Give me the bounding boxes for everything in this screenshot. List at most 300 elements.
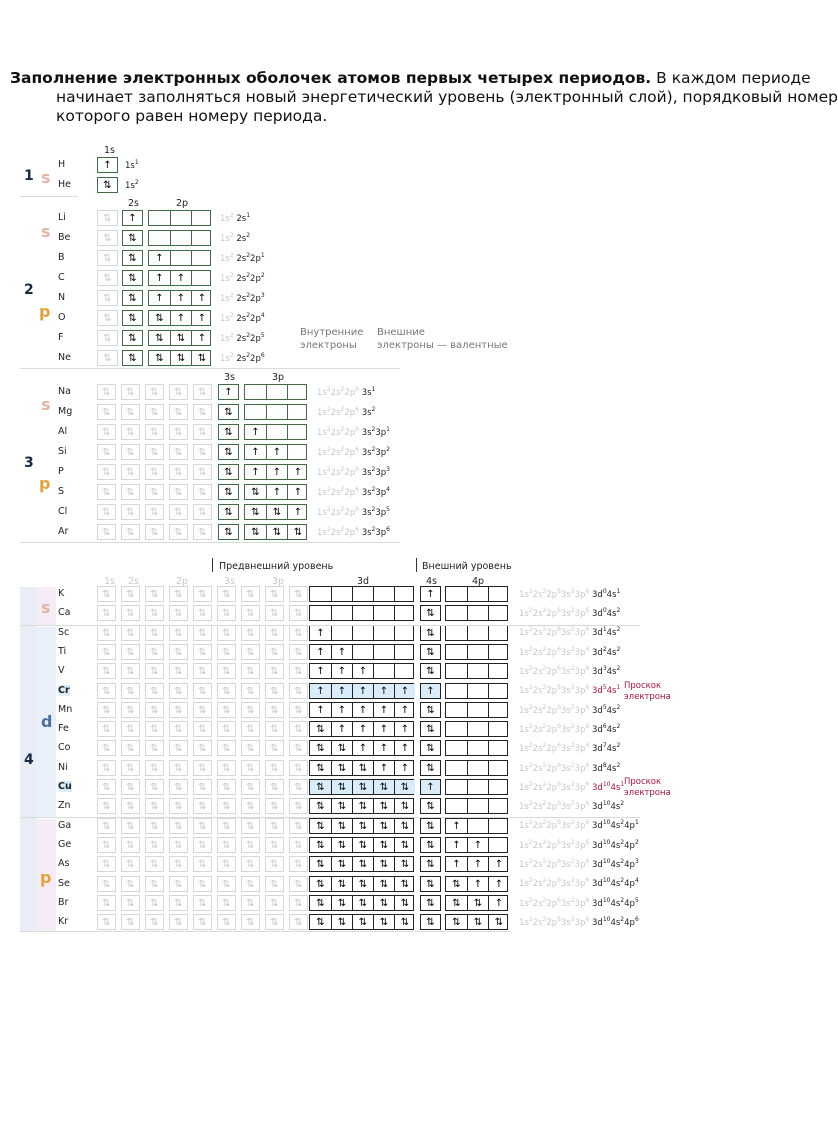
inner-orbital: ⇅ <box>193 856 212 872</box>
orbital-4p <box>445 856 508 872</box>
inner-orbital-1s: ⇅ <box>97 310 118 326</box>
orbital-cell <box>467 606 488 620</box>
orbital-2s: ⇅ <box>122 330 143 346</box>
orbital-cell <box>287 445 308 459</box>
config-Zn: $1s^22s^22p^63s^23p^6$ $3d^{10}4s^2$ <box>519 800 625 813</box>
orbital-2p <box>148 310 211 326</box>
inner-orbital: ⇅ <box>241 644 260 660</box>
inner-orbital: ⇅ <box>193 524 212 540</box>
orbital-cell <box>245 385 266 399</box>
orbital-1s: ↑ <box>97 157 118 173</box>
config-Ga: $1s^22s^22p^63s^23p^6$ $3d^{10}4s^24p^1$ <box>519 819 639 832</box>
orbital-cell: ⇅ <box>352 780 373 794</box>
orbital-cell <box>446 626 467 640</box>
block-p-label: p <box>39 302 51 321</box>
inner-orbital: ⇅ <box>241 856 260 872</box>
orbital-cell: ↑ <box>467 857 488 871</box>
orbital-4p <box>445 683 508 699</box>
inner-orbital: ⇅ <box>265 683 284 699</box>
element-Co: Co <box>58 742 71 754</box>
element-Mn: Mn <box>58 703 73 715</box>
inner-orbital: ⇅ <box>193 760 212 776</box>
orbital-4p <box>445 895 508 911</box>
orbital-cell <box>352 645 373 659</box>
orbital-4s: ⇅ <box>420 798 441 814</box>
inner-orbital: ⇅ <box>265 605 284 621</box>
orbital-2p <box>148 270 211 286</box>
config-F: $1s^2$ $2s^22p^5$ <box>220 332 265 344</box>
inner-orbital: ⇅ <box>145 895 164 911</box>
element-Na: Na <box>58 386 71 397</box>
orbital-cell <box>352 606 373 620</box>
orbital-cell: ⇅ <box>373 877 394 891</box>
orbital-4p <box>445 644 508 660</box>
orbital-4p <box>445 721 508 737</box>
inner-orbital: ⇅ <box>169 798 188 814</box>
orbital-cell: ↑ <box>394 703 415 717</box>
orbital-cell <box>266 405 287 419</box>
orbital-4p <box>445 837 508 853</box>
orbital-3d <box>309 644 414 660</box>
orbital-cell: ↑ <box>287 505 308 519</box>
inner-orbital: ⇅ <box>193 779 212 795</box>
config-Li: $1s^2$ $2s^1$ <box>220 212 251 224</box>
header-pre-outer: Предвнешний уровень <box>219 561 334 572</box>
inner-orbital: ⇅ <box>265 644 284 660</box>
orbital-cell: ⇅ <box>394 799 415 813</box>
orbital-cell: ⇅ <box>155 333 164 344</box>
inner-orbital: ⇅ <box>217 644 236 660</box>
orbital-cell: ⇅ <box>467 915 488 929</box>
element-F: F <box>58 332 64 343</box>
orbital-cell: ⇅ <box>331 838 352 852</box>
inner-orbital: ⇅ <box>265 760 284 776</box>
inner-orbital: ⇅ <box>193 586 212 602</box>
orbital-cell: ⇅ <box>452 917 461 929</box>
separator <box>20 817 640 818</box>
element-Cu: Cu <box>58 781 72 792</box>
inner-orbital: ⇅ <box>193 914 212 930</box>
inner-orbital: ⇅ <box>97 484 116 500</box>
orbital-cell: ⇅ <box>452 897 461 909</box>
orbital-cell: ⇅ <box>331 915 352 929</box>
config-Ni: $1s^22s^22p^63s^23p^6$ $3d^84s^2$ <box>519 761 621 774</box>
config-S: $1s^22s^22p^6$ $3s^23p^4$ <box>317 486 390 498</box>
orbital-cell: ⇅ <box>394 819 415 833</box>
orbital-cell: ↑ <box>394 684 415 698</box>
orbital-cell <box>488 606 509 620</box>
separator <box>20 368 400 369</box>
inner-orbital: ⇅ <box>145 504 164 520</box>
inner-orbital: ⇅ <box>169 424 188 440</box>
orbital-2p <box>148 210 211 226</box>
orbital-cell: ⇅ <box>331 877 352 891</box>
inner-orbital: ⇅ <box>241 895 260 911</box>
orbital-3s: ⇅ <box>218 404 239 420</box>
inner-orbital: ⇅ <box>193 504 212 520</box>
orbital-cell: ⇅ <box>331 761 352 775</box>
orbital-cell <box>446 780 467 794</box>
period-number-1: 1 <box>24 168 34 184</box>
orbital-cell: ⇅ <box>331 819 352 833</box>
element-K: K <box>58 588 65 599</box>
inner-orbital: ⇅ <box>193 837 212 853</box>
orbital-cell: ↑ <box>191 311 212 325</box>
inner-orbital: ⇅ <box>121 464 140 480</box>
config-Cr: $1s^22s^22p^63s^23p^6$ $3d^54s^1$ <box>519 684 621 697</box>
inner-orbital: ⇅ <box>241 625 260 641</box>
inner-orbital: ⇅ <box>241 779 260 795</box>
inner-orbital: ⇅ <box>241 798 260 814</box>
inner-orbital: ⇅ <box>121 760 140 776</box>
inner-orbital: ⇅ <box>169 895 188 911</box>
inner-orbital: ⇅ <box>241 605 260 621</box>
inner-orbital: ⇅ <box>193 464 212 480</box>
orbital-cell <box>394 587 415 601</box>
inner-orbital: ⇅ <box>145 779 164 795</box>
inner-orbital-1s: ⇅ <box>97 270 118 286</box>
orbital-cell: ⇅ <box>331 857 352 871</box>
orbital-cell: ⇅ <box>316 917 325 929</box>
inner-orbital: ⇅ <box>169 914 188 930</box>
orbital-cell: ⇅ <box>170 351 191 365</box>
orbital-cell <box>467 703 488 717</box>
orbital-4s: ⇅ <box>420 760 441 776</box>
orbital-cell <box>446 741 467 755</box>
inner-orbital: ⇅ <box>169 663 188 679</box>
orbital-3s: ⇅ <box>218 524 239 540</box>
orbital-cell <box>191 211 212 225</box>
orbital-cell: ↑ <box>310 684 331 698</box>
anomaly-note: Проскок электрона <box>624 777 671 798</box>
divider <box>416 558 417 572</box>
inner-orbital: ⇅ <box>121 384 140 400</box>
inner-orbital: ⇅ <box>169 605 188 621</box>
config-P: $1s^22s^22p^6$ $3s^23p^3$ <box>317 466 390 478</box>
element-H: H <box>58 159 66 170</box>
inner-orbital: ⇅ <box>121 586 140 602</box>
orbital-cell <box>488 703 509 717</box>
orbital-cell: ⇅ <box>266 525 287 539</box>
element-Mg: Mg <box>58 406 73 417</box>
inner-orbital: ⇅ <box>217 683 236 699</box>
inner-orbital: ⇅ <box>145 424 164 440</box>
inner-orbital: ⇅ <box>145 702 164 718</box>
orbital-cell <box>394 664 415 678</box>
orbital-cell: ↑ <box>155 273 164 284</box>
config-Fe: $1s^22s^22p^63s^23p^6$ $3d^64s^2$ <box>519 723 621 735</box>
annotation-outer: Внешние электроны — валентные <box>377 327 508 351</box>
inner-orbital: ⇅ <box>121 876 140 892</box>
orbital-cell: ↑ <box>373 703 394 717</box>
inner-orbital-1s: ⇅ <box>97 210 118 226</box>
orbital-cell <box>488 761 509 775</box>
block-s-label: s <box>41 168 51 187</box>
config-Br: $1s^22s^22p^63s^23p^6$ $3d^{10}4s^24p^5$ <box>519 896 639 909</box>
orbital-4s: ⇅ <box>420 876 441 892</box>
inner-orbital: ⇅ <box>169 721 188 737</box>
orbital-cell: ⇅ <box>155 353 164 364</box>
inner-orbital: ⇅ <box>97 384 116 400</box>
orbital-cell: ⇅ <box>155 313 164 324</box>
orbital-3d <box>309 798 414 814</box>
orbital-cell <box>149 231 170 245</box>
orbital-3p <box>244 404 307 420</box>
element-Li: Li <box>58 212 66 223</box>
inner-orbital: ⇅ <box>145 404 164 420</box>
orbital-2s: ↑ <box>122 210 143 226</box>
period-number-4: 4 <box>24 752 34 768</box>
inner-orbital: ⇅ <box>169 586 188 602</box>
orbital-3d <box>309 856 414 872</box>
inner-orbital: ⇅ <box>97 683 116 699</box>
orbital-cell: ↑ <box>352 684 373 698</box>
orbital-cell <box>373 645 394 659</box>
inner-orbital: ⇅ <box>97 798 116 814</box>
orbital-cell <box>394 626 415 640</box>
inner-orbital-1s: ⇅ <box>97 250 118 266</box>
inner-orbital: ⇅ <box>241 702 260 718</box>
inner-orbital-1s: ⇅ <box>97 230 118 246</box>
config-Si: $1s^22s^22p^6$ $3s^23p^2$ <box>317 446 390 458</box>
orbital-cell: ↑ <box>170 271 191 285</box>
sublevel-3p: 3p <box>272 372 285 383</box>
config-Ca: $1s^22s^22p^63s^23p^6$ $3d^04s^2$ <box>519 607 621 620</box>
intro-text-2: начинает заполняться новый энергетический уровень (электронный слой), порядковый номер <box>56 88 838 106</box>
element-Kr: Kr <box>58 916 69 928</box>
inner-orbital: ⇅ <box>121 702 140 718</box>
orbital-cell: ⇅ <box>394 896 415 910</box>
inner-orbital: ⇅ <box>193 818 212 834</box>
orbital-cell: ⇅ <box>316 801 325 813</box>
inner-orbital: ⇅ <box>241 740 260 756</box>
config-Sc: $1s^22s^22p^63s^23p^6$ $3d^14s^2$ <box>519 626 621 639</box>
orbital-cell: ⇅ <box>352 799 373 813</box>
config-He: $1s^2$ <box>125 179 139 191</box>
orbital-cell: ↑ <box>251 467 260 478</box>
config-As: $1s^22s^22p^63s^23p^6$ $3d^{10}4s^24p^3$ <box>519 858 639 871</box>
orbital-4p <box>445 586 508 602</box>
inner-orbital: ⇅ <box>121 914 140 930</box>
orbital-cell: ⇅ <box>394 780 415 794</box>
orbital-cell: ⇅ <box>310 780 331 794</box>
inner-orbital: ⇅ <box>169 760 188 776</box>
element-Be: Be <box>58 232 71 243</box>
inner-orbital: ⇅ <box>121 605 140 621</box>
element-C: C <box>58 272 65 283</box>
orbital-2p <box>148 290 211 306</box>
inner-orbital: ⇅ <box>289 644 308 660</box>
inner-orbital: ⇅ <box>145 444 164 460</box>
config-Be: $1s^2$ $2s^2$ <box>220 232 251 244</box>
orbital-cell: ⇅ <box>251 507 260 518</box>
config-V: $1s^22s^22p^63s^23p^6$ $3d^34s^2$ <box>519 665 621 678</box>
orbital-cell: ↑ <box>170 311 191 325</box>
inner-orbital: ⇅ <box>265 895 284 911</box>
orbital-cell: ↑ <box>488 896 509 910</box>
orbital-cell: ↑ <box>331 722 352 736</box>
orbital-cell: ⇅ <box>191 351 212 365</box>
inner-orbital: ⇅ <box>289 605 308 621</box>
element-Ni: Ni <box>58 761 68 773</box>
orbital-cell: ↑ <box>373 761 394 775</box>
orbital-cell: ↑ <box>394 741 415 755</box>
inner-orbital: ⇅ <box>241 818 260 834</box>
inner-orbital: ⇅ <box>241 914 260 930</box>
inner-orbital: ⇅ <box>193 702 212 718</box>
inner-orbital: ⇅ <box>97 760 116 776</box>
orbital-cell: ↑ <box>287 465 308 479</box>
inner-orbital: ⇅ <box>97 663 116 679</box>
orbital-cell <box>191 271 212 285</box>
annotation-inner: Внутренние электроны <box>300 327 364 351</box>
inner-orbital: ⇅ <box>289 798 308 814</box>
inner-orbital: ⇅ <box>193 605 212 621</box>
orbital-cell: ↑ <box>488 857 509 871</box>
orbital-cell: ↑ <box>287 485 308 499</box>
orbital-4p <box>445 702 508 718</box>
inner-orbital: ⇅ <box>193 721 212 737</box>
inner-orbital: ⇅ <box>121 625 140 641</box>
config-Mn: $1s^22s^22p^63s^23p^6$ $3d^54s^2$ <box>519 703 621 716</box>
inner-orbital: ⇅ <box>217 914 236 930</box>
inner-orbital: ⇅ <box>193 895 212 911</box>
inner-orbital: ⇅ <box>193 644 212 660</box>
orbital-2s: ⇅ <box>122 250 143 266</box>
config-Cu: $1s^22s^22p^63s^23p^6$ $3d^{10}4s^1$ <box>519 781 625 793</box>
block-s-label: s <box>41 222 51 241</box>
orbital-cell: ↑ <box>155 293 164 304</box>
orbital-3d <box>309 779 414 795</box>
orbital-cell: ↑ <box>251 427 260 438</box>
inner-orbital: ⇅ <box>145 605 164 621</box>
orbital-cell: ⇅ <box>266 505 287 519</box>
inner-orbital: ⇅ <box>241 683 260 699</box>
inner-orbital: ⇅ <box>169 484 188 500</box>
orbital-cell <box>488 664 509 678</box>
inner-orbital: ⇅ <box>121 721 140 737</box>
inner-orbital: ⇅ <box>169 818 188 834</box>
config-O: $1s^2$ $2s^22p^4$ <box>220 312 265 324</box>
orbital-3d <box>309 876 414 892</box>
block-s-label: s <box>41 395 51 414</box>
orbital-cell: ⇅ <box>394 877 415 891</box>
orbital-cell: ↑ <box>488 877 509 891</box>
orbital-cell: ⇅ <box>352 857 373 871</box>
inner-orbital: ⇅ <box>145 721 164 737</box>
element-As: As <box>58 858 70 870</box>
orbital-cell: ↑ <box>452 820 461 832</box>
inner-orbital: ⇅ <box>289 856 308 872</box>
inner-orbital: ⇅ <box>169 856 188 872</box>
config-Cl: $1s^22s^22p^6$ $3s^23p^5$ <box>317 506 390 518</box>
orbital-cell <box>310 606 331 620</box>
orbital-cell <box>394 606 415 620</box>
orbital-cell <box>467 780 488 794</box>
config-C: $1s^2$ $2s^22p^2$ <box>220 272 265 284</box>
orbital-cell <box>266 425 287 439</box>
orbital-3s: ⇅ <box>218 504 239 520</box>
inner-orbital: ⇅ <box>145 464 164 480</box>
sublevel-2s: 2s <box>128 576 139 587</box>
orbital-3d <box>309 663 414 679</box>
element-Ne: Ne <box>58 352 71 363</box>
inner-orbital: ⇅ <box>289 586 308 602</box>
orbital-cell <box>287 425 308 439</box>
period-number-3: 3 <box>24 455 34 471</box>
inner-orbital: ⇅ <box>217 740 236 756</box>
orbital-4s: ⇅ <box>420 914 441 930</box>
orbital-2s: ⇅ <box>122 310 143 326</box>
orbital-4p <box>445 876 508 892</box>
orbital-2s: ⇅ <box>122 270 143 286</box>
inner-orbital: ⇅ <box>217 779 236 795</box>
inner-orbital: ⇅ <box>121 524 140 540</box>
block-d-label: d <box>41 712 53 731</box>
orbital-cell <box>446 587 467 601</box>
inner-orbital: ⇅ <box>217 798 236 814</box>
inner-orbital: ⇅ <box>289 914 308 930</box>
orbital-cell: ↑ <box>452 859 461 871</box>
element-Si: Si <box>58 446 67 457</box>
orbital-4s: ⇅ <box>420 856 441 872</box>
orbital-2p <box>148 230 211 246</box>
orbital-cell <box>373 626 394 640</box>
inner-orbital: ⇅ <box>217 876 236 892</box>
element-Br: Br <box>58 896 69 908</box>
orbital-3d <box>309 914 414 930</box>
orbital-cell: ↑ <box>170 291 191 305</box>
element-Se: Se <box>58 877 70 889</box>
orbital-4s: ⇅ <box>420 663 441 679</box>
inner-orbital: ⇅ <box>265 740 284 756</box>
element-Ga: Ga <box>58 819 72 831</box>
config-H: $1s^1$ <box>125 159 139 171</box>
inner-orbital: ⇅ <box>289 876 308 892</box>
separator <box>20 542 400 543</box>
orbital-cell <box>488 626 509 640</box>
inner-orbital: ⇅ <box>121 856 140 872</box>
orbital-cell: ⇅ <box>452 878 461 890</box>
orbital-cell: ⇅ <box>331 741 352 755</box>
inner-orbital: ⇅ <box>217 625 236 641</box>
anomaly-note: Проскок электрона <box>624 680 671 702</box>
sublevel-4p: 4p <box>472 576 485 587</box>
orbital-cell: ⇅ <box>352 915 373 929</box>
inner-orbital: ⇅ <box>97 605 116 621</box>
orbital-cell: ⇅ <box>331 780 352 794</box>
inner-orbital: ⇅ <box>169 625 188 641</box>
orbital-3d <box>309 702 414 718</box>
inner-orbital: ⇅ <box>241 663 260 679</box>
inner-orbital: ⇅ <box>145 914 164 930</box>
element-V: V <box>58 665 65 677</box>
inner-orbital: ⇅ <box>217 760 236 776</box>
orbital-cell: ⇅ <box>331 896 352 910</box>
inner-orbital: ⇅ <box>217 856 236 872</box>
inner-orbital: ⇅ <box>265 779 284 795</box>
element-B: B <box>58 252 65 263</box>
inner-orbital: ⇅ <box>121 444 140 460</box>
orbital-cell: ↑ <box>316 704 325 716</box>
orbital-cell <box>394 645 415 659</box>
element-Ar: Ar <box>58 526 69 537</box>
inner-orbital: ⇅ <box>265 586 284 602</box>
orbital-cell: ⇅ <box>352 761 373 775</box>
inner-orbital: ⇅ <box>169 444 188 460</box>
sublevel-3s: 3s <box>224 576 235 587</box>
orbital-cell: ⇅ <box>316 859 325 871</box>
